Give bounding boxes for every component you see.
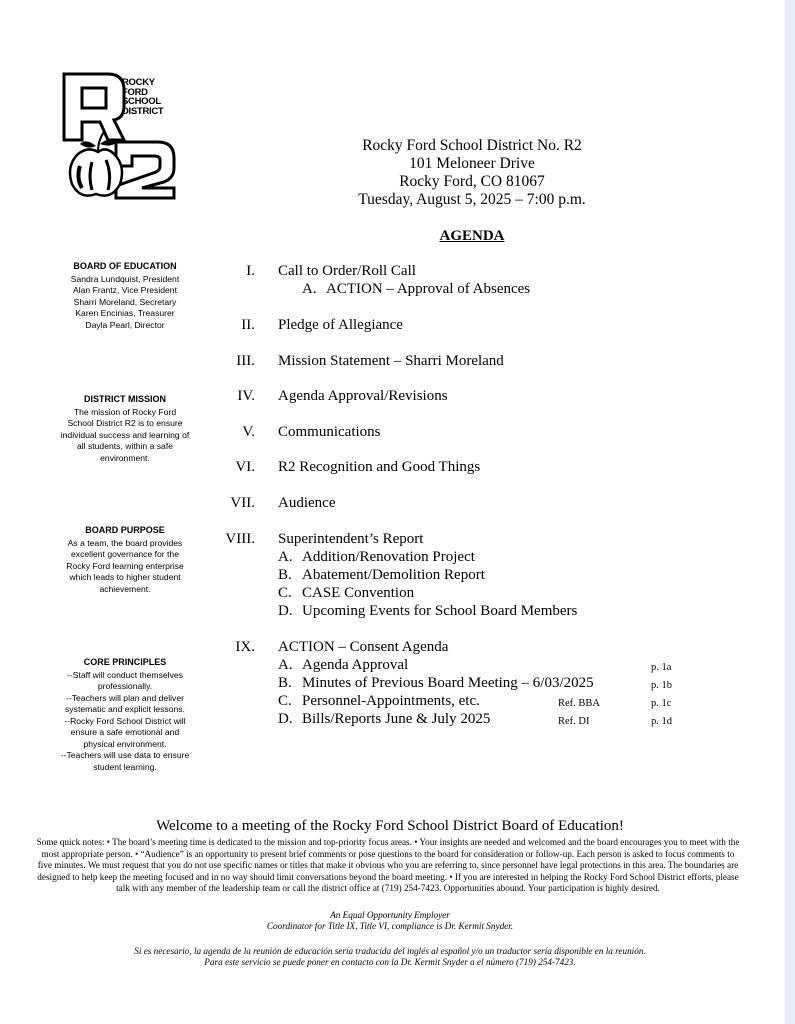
district-address: 101 Meloneer Drive — [409, 155, 535, 172]
principle-line: systematic and explicit lessons. — [65, 704, 185, 714]
board-member: Dayla Pearl, Director — [85, 319, 165, 330]
sub-text: Bills/Reports June & July 2025 — [302, 711, 491, 727]
page-ref: p. 1a — [651, 662, 672, 673]
item-number: V. — [242, 424, 255, 440]
spanish-notice-2: Para este servicio se puede poner en contacto con la Dr. Kermit Snyder a el número (719) 254-7423. — [204, 957, 576, 967]
mission-line: The mission of Rocky Ford — [73, 406, 177, 417]
item-label: Call to Order/Roll Call — [278, 263, 416, 279]
item-number: VII. — [230, 495, 255, 511]
sub-letter: D. — [278, 603, 293, 619]
core-principles — [40, 657, 210, 773]
note-text: “Audience” is an opportunity to present brief comments or pose questions to the board for consideration or follow-up. Each person is asked to focus comments to five minutes. We must request that you do not use specific names or titles that make it obvious who you are referring to, since personnel have legal protections in this area. The boundaries are designed to help keep the meeting focused and in no way should limit conversations beyond the board meeting. — [37, 848, 739, 882]
page-edge — [785, 0, 795, 1024]
sub-text: ACTION – Approval of Absences — [326, 281, 531, 297]
policy-ref: Ref. BBA — [558, 698, 600, 709]
bullet-icon: • — [134, 848, 139, 859]
board-of-education — [40, 261, 210, 331]
item-number: IV. — [237, 388, 255, 404]
sub-item — [278, 710, 490, 728]
sub-letter: A. — [278, 657, 293, 673]
quick-notes — [34, 837, 742, 895]
sub-text: Upcoming Events for School Board Members — [302, 603, 578, 619]
mission-line: all students, within a safe — [76, 441, 174, 451]
item-label: ACTION – Consent Agenda — [278, 639, 449, 655]
sub-letter: B. — [278, 675, 292, 691]
logo-line: FORD — [122, 86, 148, 98]
item-label: Audience — [278, 495, 336, 511]
district-city: Rocky Ford, CO 81067 — [399, 173, 545, 190]
board-member: Sandra Lundquist, President — [70, 273, 180, 284]
page-ref: p. 1b — [651, 680, 672, 691]
mission-line: individual success and learning of — [60, 429, 190, 440]
board-purpose — [40, 525, 210, 595]
equal-opportunity: An Equal Opportunity Employer — [330, 910, 450, 920]
item-number: II. — [241, 317, 255, 333]
principle-line: --Teachers will plan and deliver — [66, 692, 184, 703]
principle-line: --Staff will conduct themselves — [67, 669, 183, 680]
sub-text: Agenda Approval — [302, 657, 409, 673]
item-label: R2 Recognition and Good Things — [278, 459, 481, 475]
sub-text: Minutes of Previous Board Meeting – 6/03/2025 — [302, 675, 594, 691]
page-ref: p. 1c — [651, 698, 672, 709]
district-mission — [40, 394, 210, 464]
agenda-title: AGENDA — [439, 228, 505, 244]
sub-item — [278, 692, 480, 710]
sub-text: Personnel-Appointments, etc. — [302, 693, 480, 709]
item-number: I. — [246, 263, 255, 279]
item-label: Communications — [278, 424, 381, 440]
purpose-line: Rocky Ford learning enterprise — [66, 560, 184, 571]
sub-letter: A. — [302, 281, 317, 297]
sub-letter: C. — [278, 693, 292, 709]
district-header — [330, 137, 614, 209]
sub-letter: B. — [278, 567, 292, 583]
principle-line: professionally. — [97, 681, 153, 691]
sub-text: Addition/Renovation Project — [302, 549, 475, 565]
purpose-line: As a team, the board provides — [67, 537, 183, 548]
sub-item — [278, 584, 414, 602]
item-label: Agenda Approval/Revisions — [278, 388, 448, 404]
item-number: IX. — [235, 639, 255, 655]
note-text: If you are interested in helping the Rocky Ford School District efforts, please talk with any member of the leadership team or call the district office at (719) 254-7423. Opportunities abound. Your participation is highly desired. — [116, 871, 739, 893]
item-label: Superintendent’s Report — [278, 531, 424, 547]
sub-item — [278, 566, 485, 584]
principle-line: student learning. — [93, 761, 157, 772]
item-number: VIII. — [225, 531, 255, 547]
item-number: III. — [236, 353, 255, 369]
page-ref: p. 1d — [651, 716, 672, 727]
sub-item — [302, 280, 530, 298]
mission-line: School District R2 is to ensure — [67, 418, 183, 428]
sub-item — [278, 548, 475, 566]
sub-item — [278, 602, 577, 620]
item-label: Mission Statement – Sharri Moreland — [278, 353, 504, 369]
sub-text: Abatement/Demolition Report — [302, 567, 485, 583]
note-text: Your insights are needed and welcomed and the board encourages you to meet with the most appropriate person. — [41, 837, 740, 859]
spanish-notice-1: Si es necesario, la agenda de la reunión de educación sería traducida del inglés al español y/o un traductor sería disponible en la reunión. — [134, 946, 646, 956]
principle-line: --Teachers will use data to ensure — [60, 750, 190, 760]
principle-line: physical environment. — [83, 738, 167, 749]
notes-intro: Some quick notes: — [36, 837, 105, 847]
logo-wordmark — [122, 78, 163, 116]
board-member: Alan Frantz, Vice President — [73, 285, 177, 295]
mission-line: environment. — [100, 452, 150, 463]
logo-line: ROCKY — [122, 77, 155, 88]
sub-letter: C. — [278, 585, 292, 601]
item-number: VI. — [235, 459, 255, 475]
purpose-line: excellent governance for the — [71, 549, 179, 559]
sub-item — [278, 674, 594, 692]
meeting-date: Tuesday, August 5, 2025 – 7:00 p.m. — [358, 191, 586, 208]
welcome-message: Welcome to a meeting of the Rocky Ford School District Board of Education! — [156, 818, 624, 834]
logo-line: DISTRICT — [122, 105, 164, 117]
bullet-icon: • — [414, 837, 418, 847]
purpose-line: which leads to higher student — [69, 572, 181, 582]
purpose-line: achievement. — [99, 583, 151, 594]
mission-heading: DISTRICT MISSION — [83, 394, 166, 404]
title-ix-coordinator: Coordinator for Title IX, Title VI, compliance is Dr. Kermit Snyder. — [266, 921, 514, 931]
principle-line: ensure a safe emotional and — [70, 727, 180, 737]
sub-letter: A. — [278, 549, 293, 565]
purpose-heading: BOARD PURPOSE — [85, 525, 165, 535]
principles-heading: CORE PRINCIPLES — [83, 657, 167, 667]
board-heading: BOARD OF EDUCATION — [73, 261, 177, 271]
logo-line: SCHOOL — [122, 96, 161, 107]
board-member: Sharri Moreland, Secretary — [73, 296, 177, 307]
principle-line: --Rocky Ford School District will — [64, 715, 186, 726]
district-name: Rocky Ford School District No. R2 — [362, 137, 582, 154]
sub-text: CASE Convention — [302, 585, 415, 601]
bullet-icon: • — [449, 871, 453, 882]
policy-ref: Ref. DI — [558, 716, 590, 727]
sub-letter: D. — [278, 711, 293, 727]
sub-item — [278, 656, 408, 674]
board-member: Karen Encinias, Treasurer — [75, 308, 175, 318]
note-text: The board’s meeting time is dedicated to the mission and top-priority focus areas. — [112, 837, 412, 847]
bullet-icon: • — [106, 837, 110, 847]
item-label: Pledge of Allegiance — [278, 317, 403, 333]
